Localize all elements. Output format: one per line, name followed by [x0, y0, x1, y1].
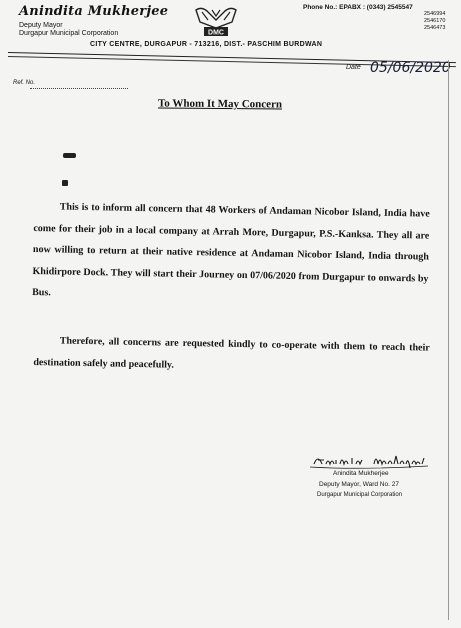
signatory-organization: Durgapur Municipal Corporation	[317, 492, 403, 498]
date-label: Date	[346, 64, 361, 71]
letterhead-name: Anindita Mukherjee	[19, 4, 169, 19]
body-paragraph-1: This is to inform all concern that 48 Workers of Andaman Nicobor Island, India have come for their job in a local company at Arrah More, Durgapur, P.S.-Kanksa. They all are now willing to return at their native residence at Andaman Nicobor Island, India through Khidirpore Dock. They will start their Journey on 07/06/2020 from Durgapur to onwards by Bus.	[32, 201, 430, 299]
reference-dotted-line	[30, 88, 128, 89]
phone-numbers	[424, 11, 445, 32]
letterhead-address: CITY CENTRE, DURGAPUR - 713216, DIST.- PASCHIM BURDWAN	[90, 41, 323, 48]
signatory-title: Deputy Mayor, Ward No. 27	[319, 481, 399, 488]
phone-number: 2546994	[424, 11, 446, 17]
date-value: 05/06/2020	[370, 60, 451, 76]
phone-number: 2546170	[424, 18, 446, 24]
dmc-logo-icon	[192, 4, 240, 38]
page-edge-line	[448, 60, 449, 620]
ink-blot	[62, 180, 68, 186]
letterhead-title: Deputy Mayor	[19, 22, 63, 29]
handwritten-signature	[300, 448, 450, 472]
phone-number: 2546473	[424, 25, 446, 31]
signatory-name: Anindita Mukherjee	[333, 470, 389, 477]
letterhead-organization: Durgapur Municipal Corporation	[19, 30, 119, 37]
body-paragraph-2: Therefore, all concerns are requested kindly to co-operate with them to reach their destination safely and peacefully.	[33, 335, 430, 371]
phone-label: Phone No.: EPABX : (0343) 2545547	[303, 4, 413, 11]
letter-heading: To Whom It May Concern	[157, 97, 283, 111]
ink-blot	[63, 153, 76, 158]
reference-label: Ref. No.	[13, 80, 36, 86]
logo-text: DMC	[208, 29, 224, 37]
